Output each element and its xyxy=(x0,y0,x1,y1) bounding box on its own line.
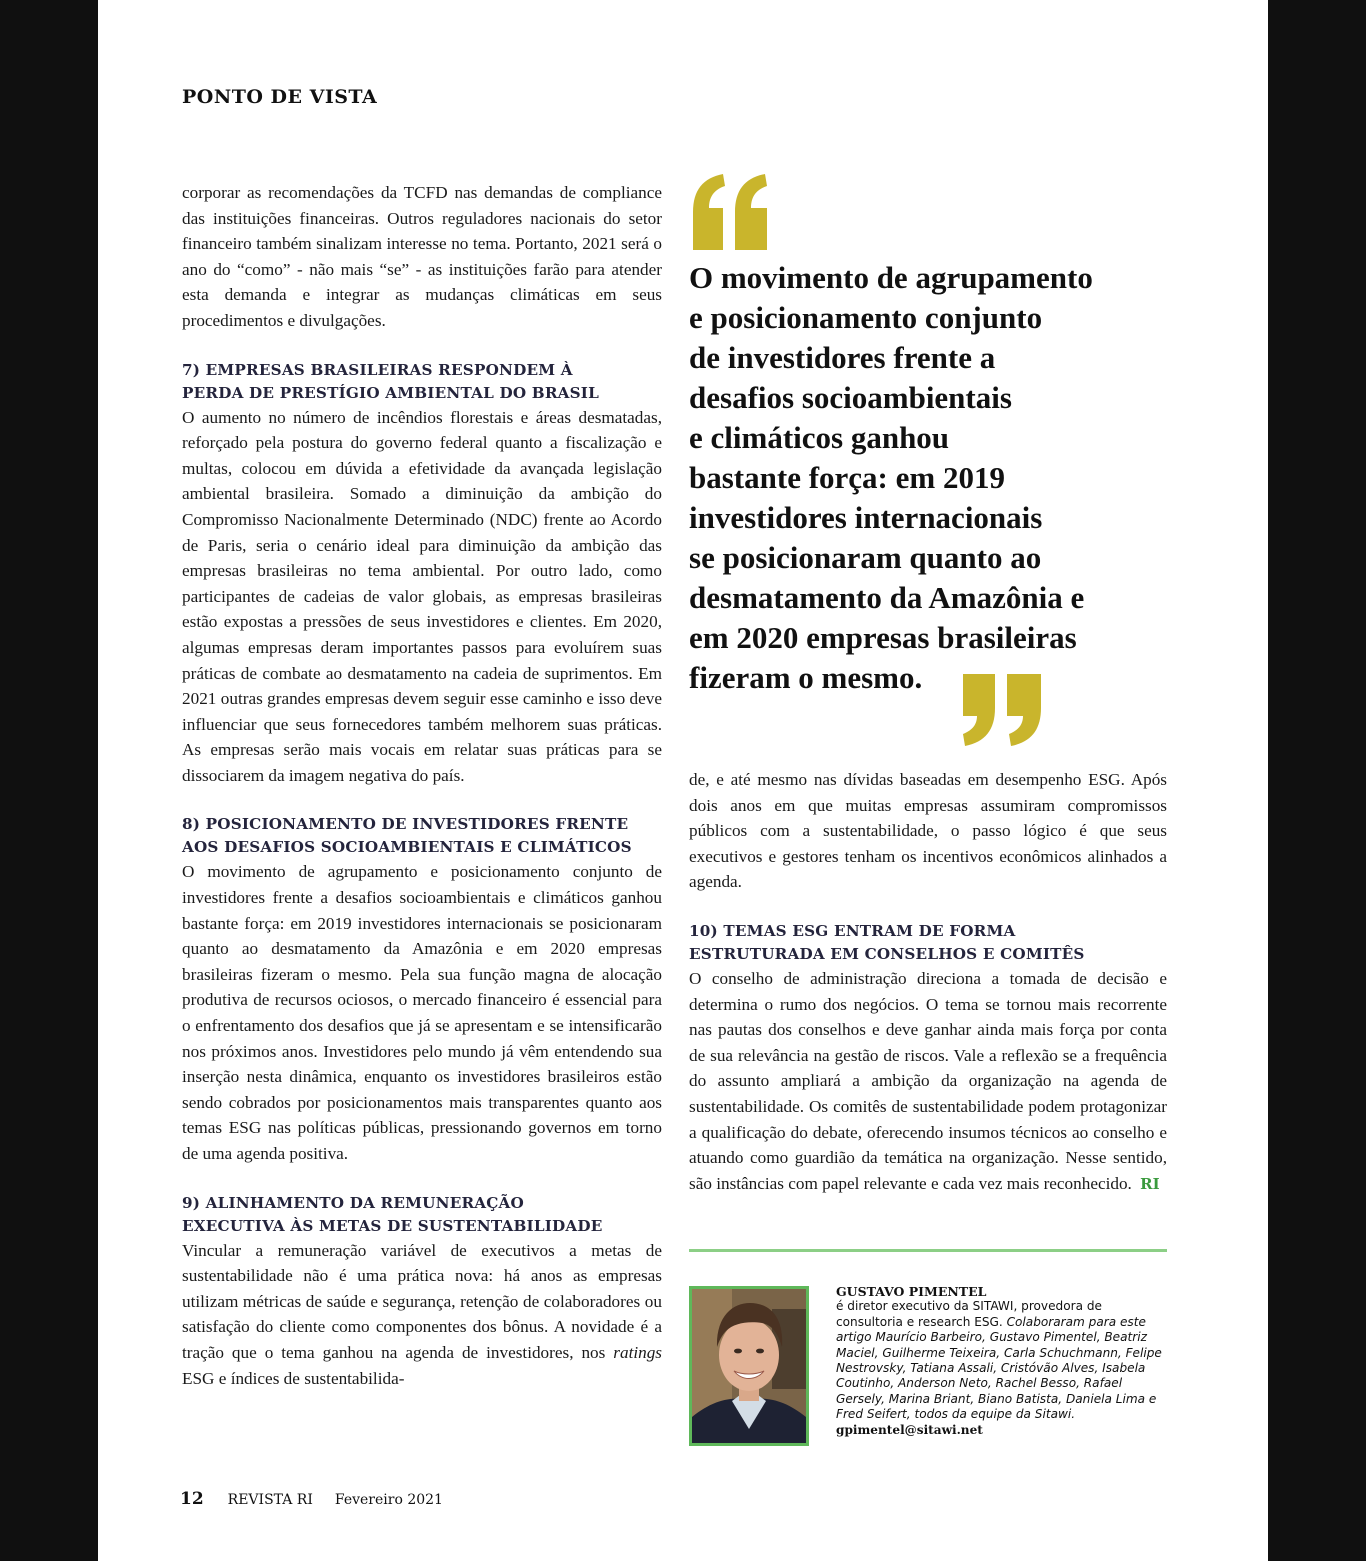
page-footer xyxy=(180,1489,443,1509)
left-column xyxy=(182,180,662,1391)
section-9-body xyxy=(182,1238,662,1392)
issue-date: Fevereiro 2021 xyxy=(334,1492,443,1508)
section-9-body-text: Vincular a remuneração variável de executivos a metas de sustentabilidade não é uma prática nova: há anos as empresas utilizam métricas de saúde e segurança, retenção de colaboradores ou satisfação do cliente como componentes dos bônus. A novidade é a tração que o tema ganhou na agenda de investidores, nos xyxy=(182,1240,662,1362)
quote-line: em 2020 empresas brasileiras xyxy=(689,620,1077,655)
ri-end-mark: RI xyxy=(1140,1174,1160,1193)
section-7-body: O aumento no número de incêndios florestais e áreas desmatadas, reforçado pela postura do governo federal quanto a fiscalização e multas, colocou em dúvida a efetividade da avançada legislação ambiental brasileira. Somado a diminuição da ambição do Compromisso Nacionalmente Determinado (NDC) frente ao Acordo de Paris, seria o cenário ideal para diminuição da ambição das empresas brasileiras no tema ambiental. Por outro lado, como participantes de cadeias de valor globais, as empresas brasileiras estão expostas a pressões de seus investidores e clientes. Em 2020, algumas empresas deram importantes passos para evoluírem suas práticas de combate ao desmatamento na cadeia de suprimentos. Em 2021 outras grandes empresas devem seguir esse caminho e isso deve influenciar que seus fornecedores também melhorem suas práticas. As empresas serão mais vocais em relatar suas práticas para se dissociarem da imagem negativa do país. xyxy=(182,407,662,785)
quote-line: de investidores frente a xyxy=(689,340,996,375)
quote-line: desmatamento da Amazônia e xyxy=(689,580,1085,615)
section-10-heading-line2: ESTRUTURADA EM CONSELHOS E COMITÊS xyxy=(689,944,1085,963)
author-photo xyxy=(689,1286,809,1446)
section-9-heading-line2: EXECUTIVA ÀS METAS DE SUSTENTABILIDADE xyxy=(182,1216,603,1235)
pull-quote xyxy=(689,172,1169,698)
author-bio-text: é diretor executivo da SITAWI, provedora de consultoria e research ESG. xyxy=(836,1299,1102,1329)
section-8-heading-line1: 8) POSICIONAMENTO DE INVESTIDORES FRENTE xyxy=(182,815,629,834)
open-quote-icon xyxy=(689,172,769,250)
page-number: 12 xyxy=(180,1489,204,1509)
section-9-heading xyxy=(182,1192,662,1238)
author-bio xyxy=(836,1284,1166,1438)
section-10-body xyxy=(689,966,1167,1197)
section-7-heading-line1: 7) EMPRESAS BRASILEIRAS RESPONDEM À xyxy=(182,360,573,379)
quote-line: O movimento de agrupamento xyxy=(689,260,1093,295)
section-7-heading-line2: PERDA DE PRESTÍGIO AMBIENTAL DO BRASIL xyxy=(182,383,599,402)
quote-line: e climáticos ganhou xyxy=(689,420,950,455)
author-divider xyxy=(689,1249,1167,1252)
section-8-heading-line2: AOS DESAFIOS SOCIOAMBIENTAIS E CLIMÁTICOS xyxy=(182,838,632,857)
author-name: GUSTAVO PIMENTEL xyxy=(836,1284,987,1299)
intro-paragraph: corporar as recomendações da TCFD nas demandas de compliance das instituições financeiras. Outros reguladores nacionais do setor financeiro também sinalizam interesse no tema. Portanto, 2021 será o ano do “como” - não mais “se” - as instituições farão para atender esta demanda e integrar as mudanças climáticas em seus procedimentos e divulgações. xyxy=(182,183,662,330)
author-collaborators: Colaboraram para este artigo Maurício Barbeiro, Gustavo Pimentel, Beatriz Maciel, Guilherme Teixeira, Carla Schuchmann, Felipe Nestrovsky, Tatiana Assali, Cristóvão Alves, Isabela Coutinho, Anderson Neto, Rachel Besso, Rafael Gersely, Marina Briant, Biano Batista, Daniela Lima e Fred Seifert, todos da equipe da Sitawi. xyxy=(836,1314,1162,1422)
quote-line: bastante força: em 2019 xyxy=(689,460,1005,495)
section-10-heading-line1: 10) TEMAS ESG ENTRAM DE FORMA xyxy=(689,921,1016,940)
section-9-body-text-end: ESG e índices de sustentabilida- xyxy=(182,1368,405,1388)
pull-quote-text xyxy=(689,258,1169,698)
magazine-name: REVISTA RI xyxy=(227,1492,313,1508)
quote-line: e posicionamento conjunto xyxy=(689,300,1043,335)
section-9-italic-term: ratings xyxy=(613,1342,662,1362)
section-8-body: O movimento de agrupamento e posicionamento conjunto de investidores frente a desafios socioambientais e climáticos ganhou bastante força: em 2019 investidores internacionais se posicionaram quanto ao desmatamento da Amazônia e em 2020 empresas brasileiras fizeram o mesmo. Pela sua função magna de alocação produtiva de recursos ociosos, o mercado financeiro é essencial para o enfrentamento dos desafios que já se apresentam e se intensificarão nos próximos anos. Investidores pelo mundo já vêm entendendo sua inserção nesta dinâmica, enquanto os investidores brasileiros estão sendo cobrados por posicionamentos mais transparentes quanto aos temas ESG nas políticas públicas, pressionando governos em torno de uma agenda positiva. xyxy=(182,862,662,1163)
quote-line: fizeram o mesmo. xyxy=(689,660,923,695)
section-8-heading xyxy=(182,813,662,859)
section-10-body-text: O conselho de administração direciona a tomada de decisão e determina o rumo dos negócios. O tema se tornou mais recorrente nas pautas dos conselhos e deve ganhar ainda mais força por conta de sua relevância na gestão de riscos. Vale a reflexão se a frequência do assunto ampliará a ambição da organização na agenda de sustentabilidade. Os comitês de sustentabilidade podem protagonizar a qualificação do debate, oferecendo insumos técnicos ao conselho e atuando como guardião da temática na organização. Nesse sentido, são instâncias com papel relevante e cada vez mais reconhecido. xyxy=(689,968,1167,1193)
section-10-heading xyxy=(689,920,1167,966)
section-9-heading-line1: 9) ALINHAMENTO DA REMUNERAÇÃO xyxy=(182,1193,524,1212)
quote-line: desafios socioambientais xyxy=(689,380,1012,415)
section-9-continuation: de, e até mesmo nas dívidas baseadas em desempenho ESG. Após dois anos em que muitas empresas assumiram compromissos públicos com a sustentabilidade, o passo lógico é que seus executivos e gestores tenham os incentivos econômicos alinhados a agenda. xyxy=(689,770,1167,892)
portrait-illustration xyxy=(692,1289,806,1443)
author-email-link[interactable]: gpimentel@sitawi.net xyxy=(836,1422,983,1437)
section-7-heading xyxy=(182,359,662,405)
quote-line: investidores internacionais xyxy=(689,500,1043,535)
quote-line: se posicionaram quanto ao xyxy=(689,540,1042,575)
section-label: PONTO DE VISTA xyxy=(182,86,378,108)
close-quote-icon xyxy=(961,674,1043,746)
right-column xyxy=(689,767,1167,1197)
